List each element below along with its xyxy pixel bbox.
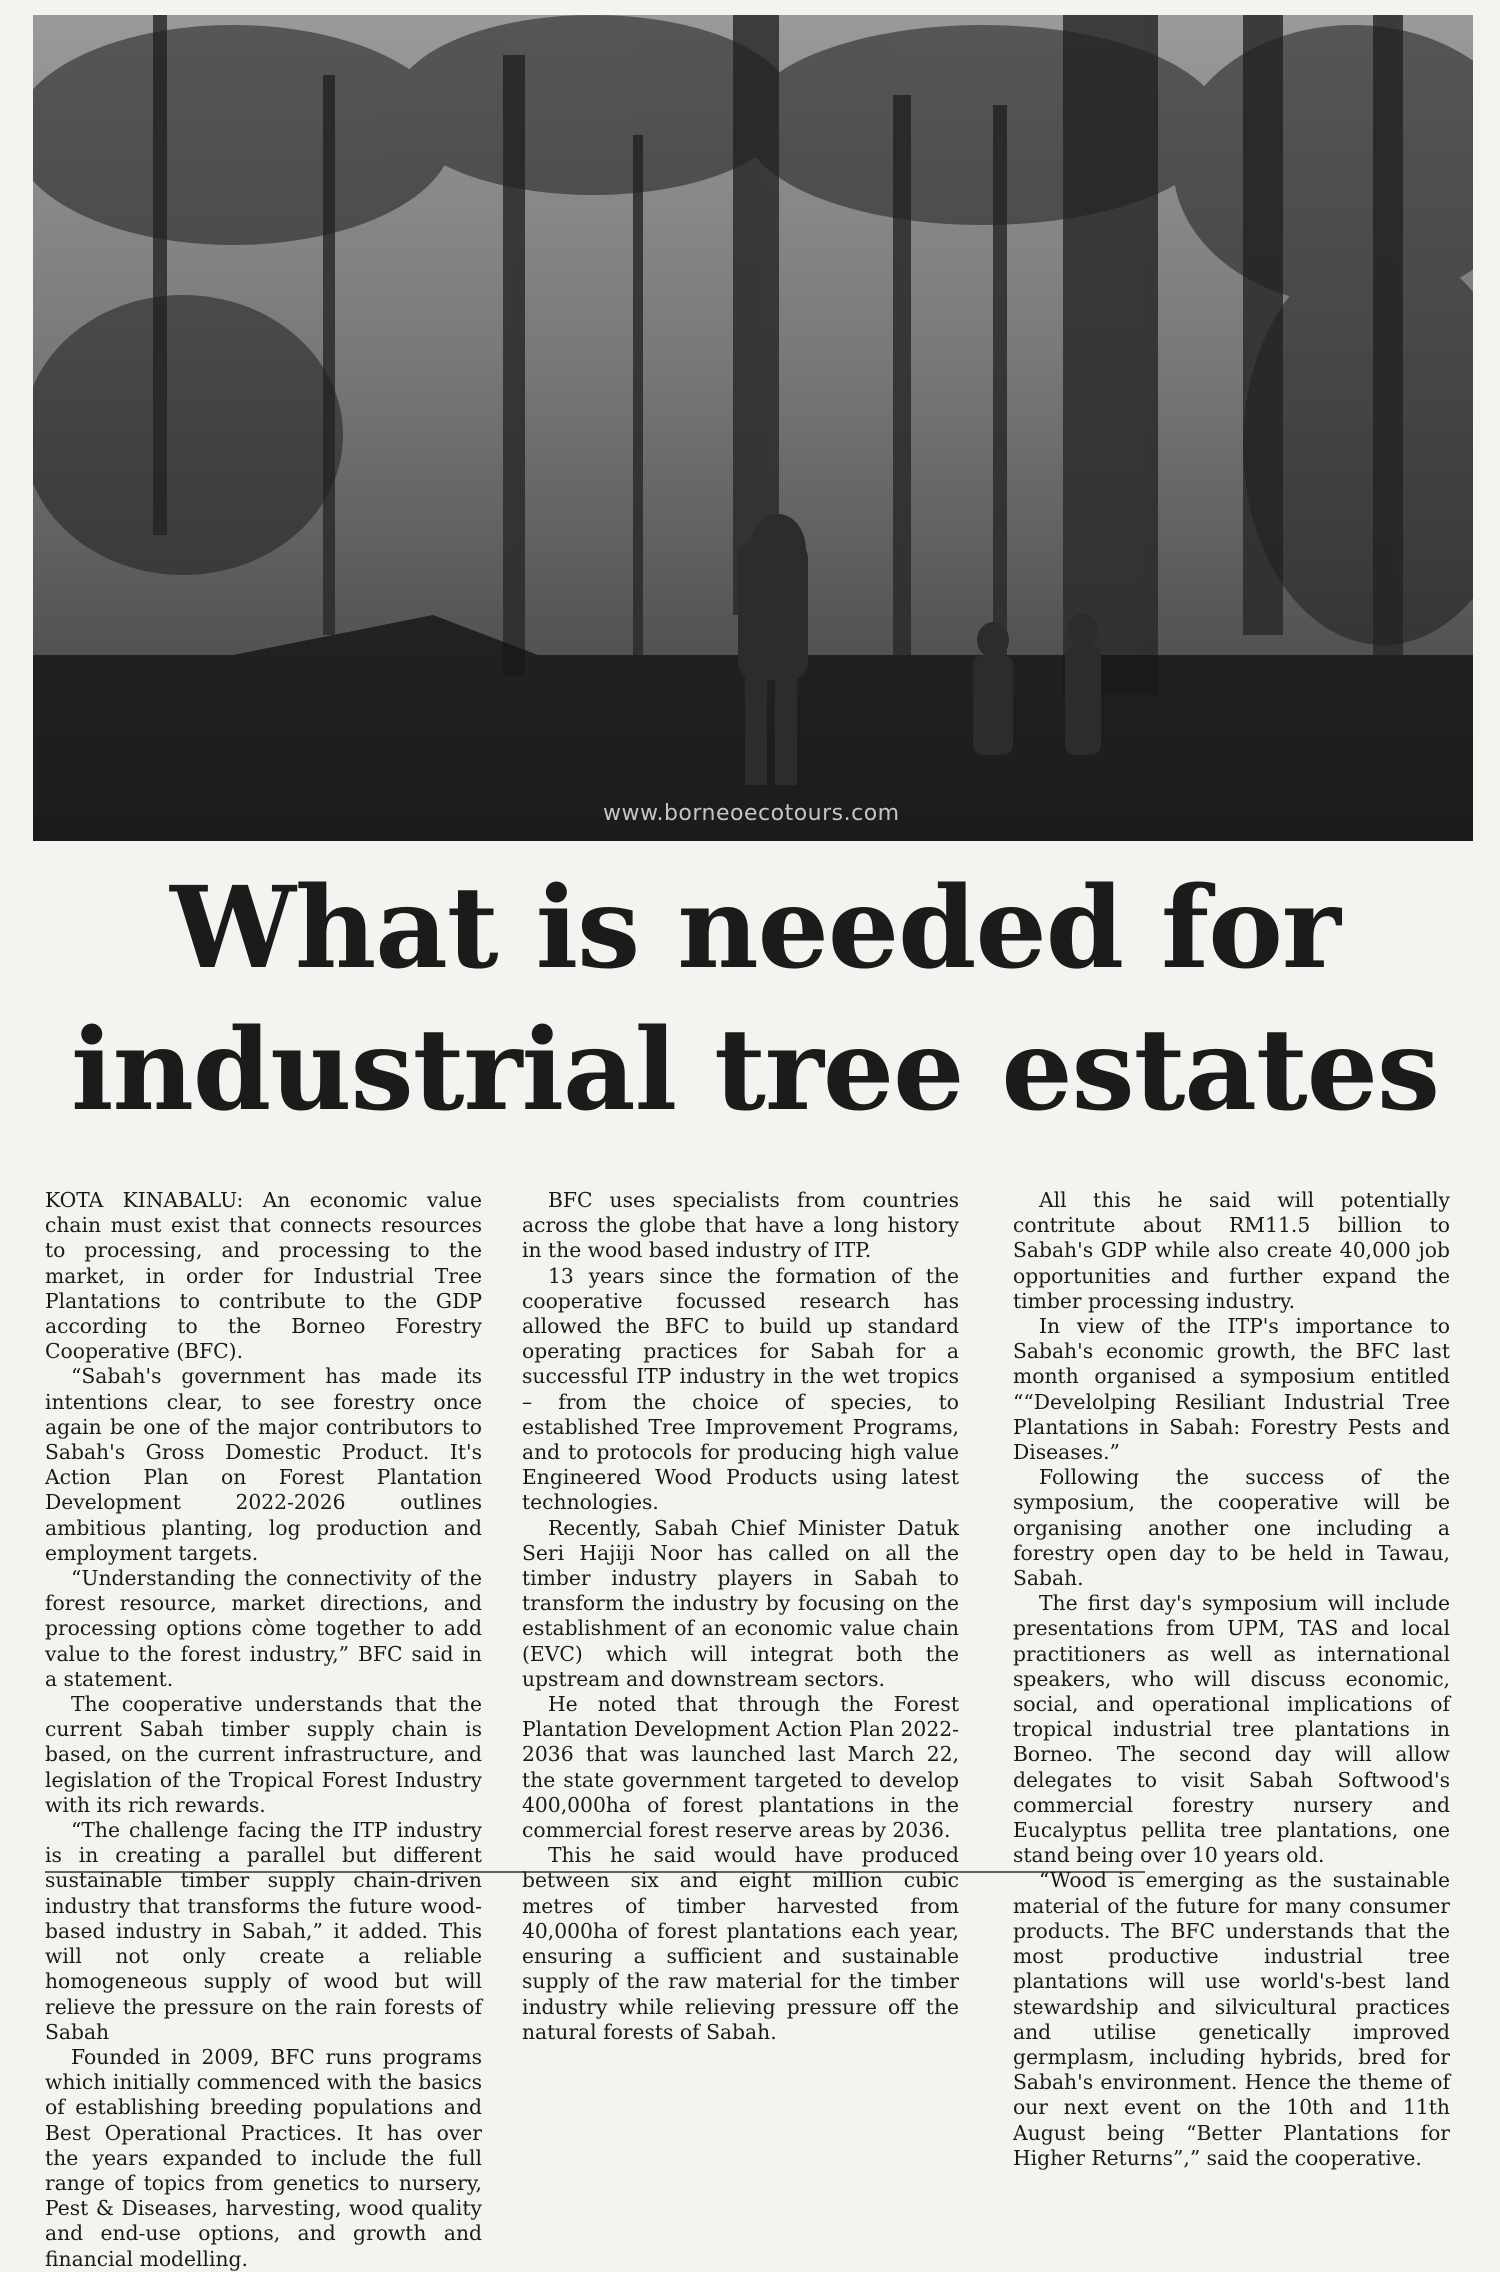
article-paragraph: BFC uses specialists from countries across the globe that have a long history in the wood based industry of ITP. xyxy=(522,1188,959,1263)
article-paragraph: All this he said will potentially contritute about RM11.5 billion to Sabah's GDP while also create 40,000 job opportunities and further expand the timber processing industry. xyxy=(1013,1188,1450,1313)
article-paragraph: Recently, Sabah Chief Minister Datuk Seri Hajiji Noor has called on all the timber industry players in Sabah to transform the industry by focusing on the establishment of an economic value chain (EVC) which will integrat both the upstream and downstream sectors. xyxy=(522,1515,959,1691)
article-paragraph: This he said would have produced between six and eight million cubic metres of timber harvested from 40,000ha of forest plantations each year, ensuring a sufficient and sustainable supply of the raw material for the timber industry while relieving pressure off the natural forests of Sabah. xyxy=(522,1843,959,2044)
lead-paragraph xyxy=(45,1188,482,1364)
article-paragraph: “The challenge facing the ITP industry is in creating a parallel but different sustainable timber supply chain-driven industry that transforms the future wood-based industry in Sabah,” it added. This will not only create a reliable homogeneous supply of wood but will relieve the pressure on the rain forests of Sabah xyxy=(45,1818,482,2044)
article-paragraph: Following the success of the symposium, the cooperative will be organising another one including a forestry open day to be held in Tawau, Sabah. xyxy=(1013,1465,1450,1591)
article-paragraph: He noted that through the Forest Plantation Development Action Plan 2022-2036 that was launched last March 22, the state government targeted to develop 400,000ha of forest plantations in the commercial forest reserve areas by 2036. xyxy=(522,1692,959,1843)
paragraph-text: An economic value chain must exist that connects resources to processing, and processing to the market, in order for Industrial Tree Plantations to contribute to the GDP according to the Borneo Forestry Cooperative (BFC). xyxy=(45,1188,482,1364)
photo-watermark: www.borneoecotours.com xyxy=(603,801,900,826)
article-paragraph: “Sabah's government has made its intentions clear, to see forestry once again be one of the major contributors to Sabah's Gross Domestic Product. It's Action Plan on Forest Plantation Development 2022-2026 outlines ambitious planting, log production and employment targets. xyxy=(45,1364,482,1565)
article-paragraph: “Wood is emerging as the sustainable material of the future for many consumer products. The BFC understands that the most productive industrial tree plantations will use world's-best land stewardship and silvicultural practices and utilise genetically improved germplasm, including hybrids, bred for Sabah's environment. Hence the theme of our next event on the 10th and 11th August being “Better Plantations for Higher Returns”,” said the cooperative. xyxy=(1013,1868,1450,2170)
article-column-2 xyxy=(522,1188,959,2045)
article-paragraph: Founded in 2009, BFC runs programs which initially commenced with the basics of establishing breeding populations and Best Operational Practices. It has over the years expanded to include the full range of topics from genetics to nursery, Pest & Diseases, harvesting, wood quality and end-use options, and growth and financial modelling. xyxy=(45,2044,482,2271)
article-column-1 xyxy=(45,1188,482,2272)
forest-photo xyxy=(33,15,1473,841)
article-paragraph: The first day's symposium will include presentations from UPM, TAS and local practitioners as well as international speakers, who will discuss economic, social, and operational implications of tropical industrial tree plantations in Borneo. The second day will allow delegates to visit Sabah Softwood's commercial forestry nursery and Eucalyptus pellita tree plantations, one stand being over 10 years old. xyxy=(1013,1591,1450,1868)
headline xyxy=(40,858,1470,1142)
scan-pen-mark xyxy=(45,1869,1145,1875)
article-paragraph: 13 years since the formation of the cooperative focussed research has allowed the BFC to build up standard operating practices for Sabah for a successful ITP industry in the wet tropics – from the choice of species, to established Tree Improvement Programs, and to protocols for producing high value Engineered Wood Products using latest technologies. xyxy=(522,1263,959,1515)
article-column-3 xyxy=(1013,1188,1450,2171)
headline-line-2: industrial tree estates xyxy=(70,1005,1440,1136)
article-paragraph: The cooperative understands that the current Sabah timber supply chain is based, on the current infrastructure, and legislation of the Tropical Forest Industry with its rich rewards. xyxy=(45,1692,482,1817)
article-paragraph: In view of the ITP's importance to Sabah's economic growth, the BFC last month organised a symposium entitled ““Develolping Resiliant Industrial Tree Plantations in Sabah: Forestry Pests and Diseases.” xyxy=(1013,1314,1450,1465)
article-paragraph: “Understanding the connectivity of the forest resource, market directions, and processing options còme together to add value to the forest industry,” BFC said in a statement. xyxy=(45,1566,482,1691)
headline-line-1: What is needed for xyxy=(170,863,1340,994)
forest-photo-illustration xyxy=(33,15,1473,841)
dateline: KOTA KINABALU: xyxy=(45,1188,244,1212)
